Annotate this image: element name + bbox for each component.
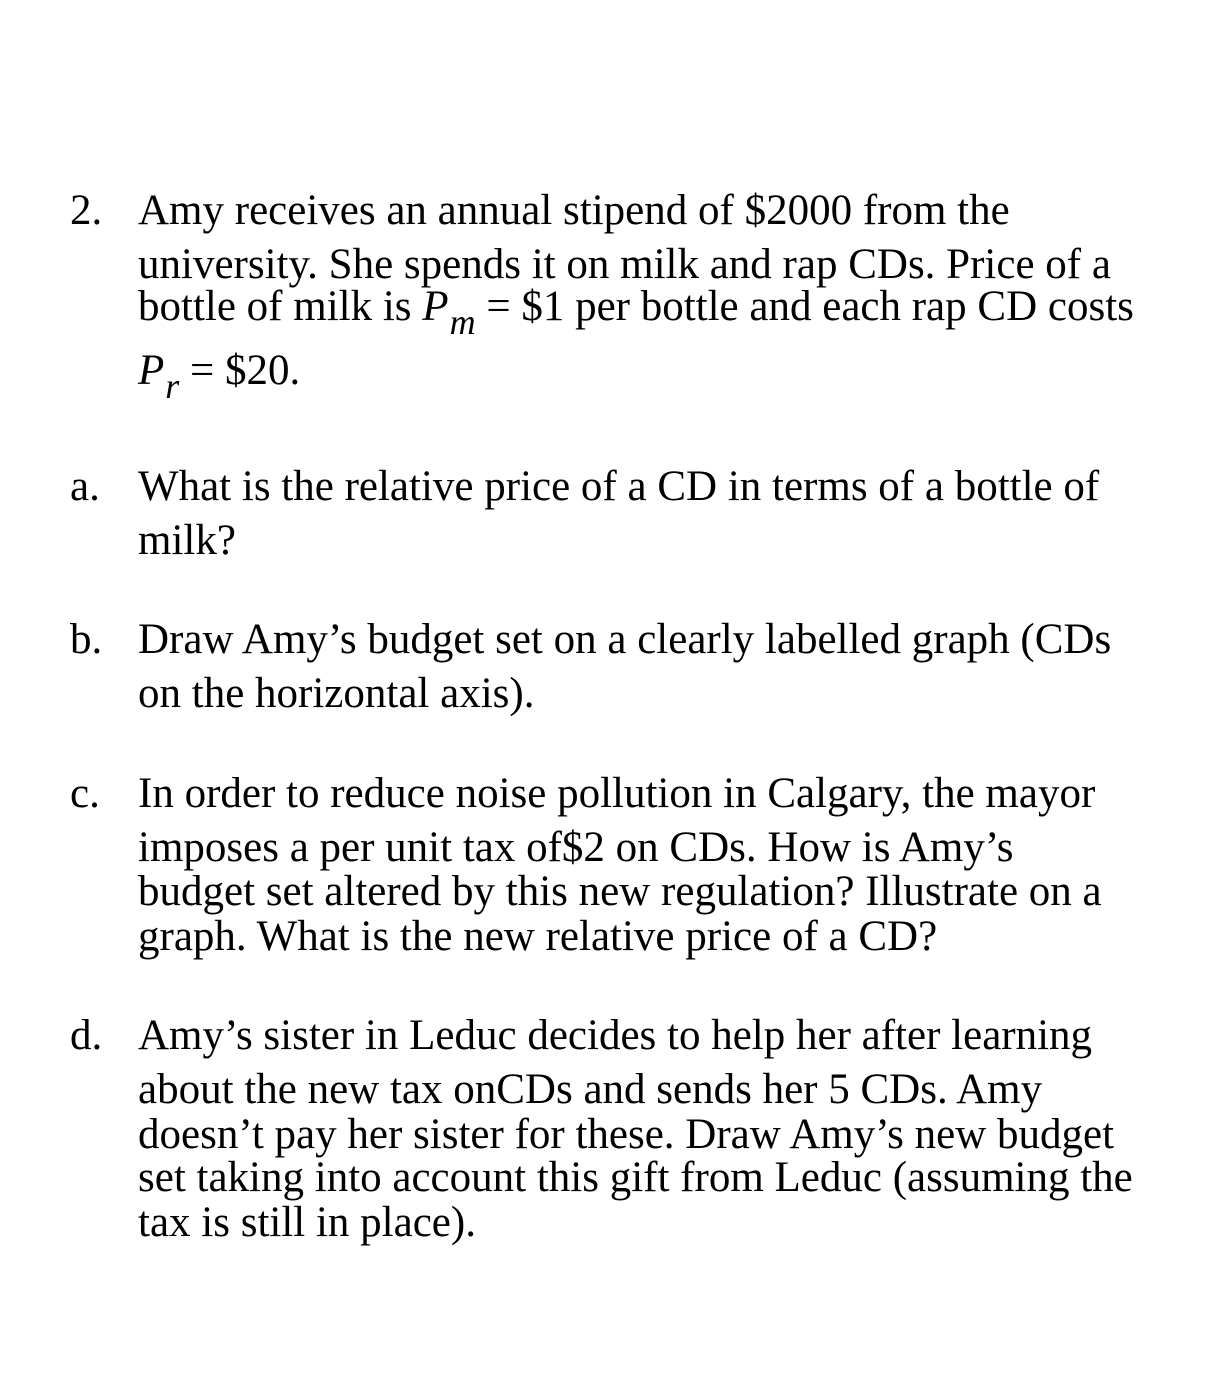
question-text: = $20. bbox=[179, 347, 301, 394]
part-line: Amy’s sister in Leduc decides to help her after learning bbox=[138, 1012, 1093, 1059]
part-marker: a. bbox=[70, 463, 100, 510]
part-line: on the horizontal axis). bbox=[138, 670, 535, 717]
part-marker: d. bbox=[70, 1012, 103, 1059]
part-line: What is the relative price of a CD in terms of a bottle of bbox=[138, 463, 1100, 510]
question-text: = $1 per bottle and each rap CD costs bbox=[475, 283, 1134, 330]
question-number: 2. bbox=[70, 187, 103, 234]
part-line: set taking into account this gift from Leduc (assuming the bbox=[138, 1154, 1133, 1201]
question-line-price-cd bbox=[138, 347, 301, 406]
part-line: milk? bbox=[138, 517, 236, 564]
part-line: budget set altered by this new regulation? Illustrate on a bbox=[138, 868, 1102, 915]
price-milk-subscript: m bbox=[449, 302, 476, 342]
question-line: Amy receives an annual stipend of $2000 from the bbox=[138, 187, 1010, 234]
question-text: bottle of milk is bbox=[138, 283, 423, 330]
part-line: imposes a per unit tax of$2 on CDs. How is Amy’s bbox=[138, 824, 1014, 871]
price-cd-symbol: P bbox=[138, 347, 165, 394]
part-line: graph. What is the new relative price of a CD? bbox=[138, 913, 938, 960]
part-line: tax is still in place). bbox=[138, 1199, 476, 1246]
part-line: Draw Amy’s budget set on a clearly labelled graph (CDs bbox=[138, 616, 1112, 663]
question-line-price-milk bbox=[138, 283, 1134, 342]
part-line: In order to reduce noise pollution in Calgary, the mayor bbox=[138, 770, 1096, 817]
part-line: doesn’t pay her sister for these. Draw Amy’s new budget bbox=[138, 1111, 1115, 1158]
price-milk-symbol: P bbox=[422, 283, 449, 330]
price-cd-subscript: r bbox=[165, 366, 180, 406]
part-marker: c. bbox=[70, 770, 100, 817]
part-marker: b. bbox=[70, 616, 103, 663]
question-line: university. She spends it on milk and rap CDs. Price of a bbox=[138, 241, 1111, 288]
part-line: about the new tax onCDs and sends her 5 CDs. Amy bbox=[138, 1066, 1043, 1113]
